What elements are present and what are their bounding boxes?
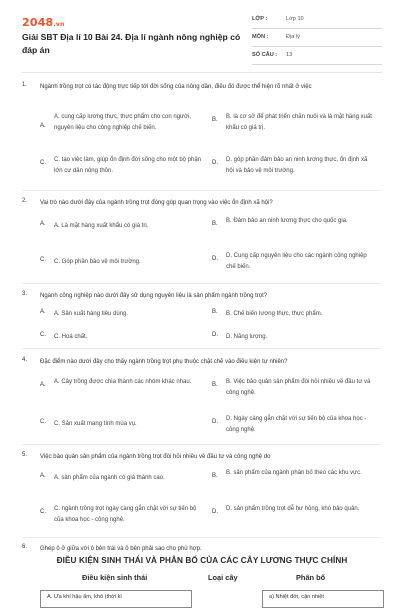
option-text: A. Cây trồng được chia thành các nhóm khác nhau. — [54, 379, 192, 385]
option-letter: A. — [40, 309, 46, 315]
option-letter: A. — [40, 221, 46, 227]
option-text: C. ngành trồng trọt ngày càng gắn chặt với sự tiến bộ của khoa học - công nghệ. — [54, 506, 197, 523]
question-divider — [22, 190, 382, 191]
option-letter: A. — [40, 123, 46, 129]
page-header — [0, 0, 400, 60]
question-number: 4. — [22, 357, 28, 363]
table-header-crop: Loại cây — [208, 573, 238, 582]
match-cell-right[interactable] — [262, 590, 384, 608]
question-divider — [22, 348, 382, 349]
option-text: A. Sản xuất hàng tiêu dùng. — [54, 311, 129, 317]
meta-row-class — [252, 14, 382, 29]
option-text: C. Góp phần bảo vệ môi trường. — [54, 259, 141, 265]
question-text: Việc bảo quản sản phẩm của ngành trồng trọt đòi hỏi nhiều về đầu tư và công nghệ do — [40, 454, 271, 460]
header-divider — [22, 72, 382, 73]
option-letter: C. — [40, 160, 46, 166]
question-number: 5. — [22, 452, 28, 458]
option-letter: A. — [40, 382, 46, 388]
table-header-distribution: Phân bố — [296, 573, 326, 582]
option-letter: D. — [212, 419, 218, 425]
option-letter: C. — [40, 257, 46, 263]
option-text: B. sản phẩm của ngành phân bố theo các khu vực. — [226, 470, 362, 476]
table-header-conditions: Điều kiện sinh thái — [82, 573, 148, 582]
option-letter: D. — [212, 332, 218, 338]
option-text: A. cung cấp lương thực, thực phẩm cho con người, nguyên liệu cho công nghiệp chế biến. — [54, 114, 192, 131]
table-title: ĐIỀU KIỆN SINH THÁI VÀ PHÂN BỐ CỦA CÁC CÂY LƯƠNG THỰC CHÍNH — [56, 556, 348, 565]
meta-value: Lớp 10 — [286, 16, 304, 22]
question-text: Đặc điểm nào dưới đây cho thấy ngành trồng trọt phụ thuộc chặt chẽ vào điều kiện tự nhiên? — [40, 359, 288, 365]
match-cell-left[interactable] — [40, 590, 192, 608]
cell-text: a) Nhiệt đới, cận nhiệt — [269, 594, 324, 600]
option-letter: B. — [212, 117, 218, 123]
option-text: A. Là mặt hàng xuất khẩu có giá trị. — [54, 223, 149, 229]
option-text: B. Việc bảo quản sản phẩm đòi hỏi nhiều về đầu tư và công nghệ. — [226, 379, 371, 396]
question-number: 1. — [22, 82, 28, 88]
option-letter: C. — [40, 332, 46, 338]
option-text: C. Sản xuất mang tính mùa vụ. — [54, 421, 137, 427]
option-text: D. Ngày càng gắn chặt với sự tiến bộ của khoa học - công nghệ. — [226, 416, 367, 433]
document-title: Giải SBT Địa lí 10 Bài 24. Địa lí ngành nông nghiệp có đáp án — [22, 32, 241, 55]
cell-text: A. Ưa khí hậu ẩm, khô (thời kì — [47, 594, 122, 600]
option-letter: B. — [212, 309, 218, 315]
question-text: Ngành công nghiệp nào dưới đây sử dụng nguyên liệu là sản phẩm ngành trồng trọt? — [40, 293, 268, 299]
meta-value: 13 — [286, 52, 293, 58]
option-letter: B. — [212, 382, 218, 388]
question-number: 2. — [22, 198, 28, 204]
option-text: C. Hoá chất. — [54, 334, 88, 340]
option-letter: D. — [212, 509, 218, 515]
question-divider — [22, 444, 382, 445]
option-text: D. góp phần đảm bảo an ninh lương thực, ổn định xã hội và bảo vệ môi trường. — [226, 157, 368, 174]
meta-value: Địa lý — [286, 34, 300, 40]
option-text: B. là cơ sở để phát triển chăn nuôi và là mặt hàng xuất khẩu có giá trị. — [226, 114, 372, 131]
option-letter: A. — [40, 473, 46, 479]
option-letter: D. — [212, 256, 218, 262]
option-text: C. tạo việc làm, giúp ổn định đời sống cho một bộ phận lớn cư dân nông thôn. — [54, 157, 202, 174]
option-text: B. Đảm bảo an ninh lương thực cho quốc gia. — [226, 218, 348, 224]
option-text: B. Chế biến lương thực, thực phẩm. — [226, 311, 323, 317]
option-letter: B. — [212, 473, 218, 479]
option-text: D. sản phẩm trồng trọt dễ hư hỏng, khó bảo quản. — [226, 506, 360, 512]
question-text: Ngành trồng trọt có tác động trực tiếp tới đời sống của nông dân, điều đó được thể hiện rõ nhất ở việc — [40, 84, 312, 90]
question-text: Vai trò nào dưới đây của ngành trồng trọt đóng góp quan trọng vào việc ổn định xã hội? — [40, 200, 273, 206]
option-letter: B. — [212, 221, 218, 227]
question-text: Ghép ô ở giữa với ô bên trái và ô bên phải sao cho phù hợp. — [40, 546, 202, 552]
meta-label: LỚP : — [252, 16, 268, 22]
option-letter: D. — [212, 160, 218, 166]
question-number: 6. — [22, 544, 28, 550]
option-text: D. Năng lượng. — [226, 334, 268, 340]
option-text: D. Cung cấp nguyên liệu cho các ngành công nghiệp chế biến. — [226, 253, 367, 270]
option-text: A. sản phẩm của ngành có giá thành cao. — [54, 475, 165, 481]
document-meta — [252, 14, 382, 68]
meta-label: SỐ CÂU : — [252, 52, 278, 58]
meta-row-count — [252, 50, 382, 65]
option-letter: C. — [40, 509, 46, 515]
question-divider — [22, 537, 382, 538]
site-logo[interactable]: 2048.vn — [22, 16, 65, 29]
question-divider — [22, 283, 382, 284]
meta-label: MÔN : — [252, 34, 269, 40]
meta-row-subject — [252, 32, 382, 47]
option-letter: C. — [40, 419, 46, 425]
question-number: 3. — [22, 291, 28, 297]
